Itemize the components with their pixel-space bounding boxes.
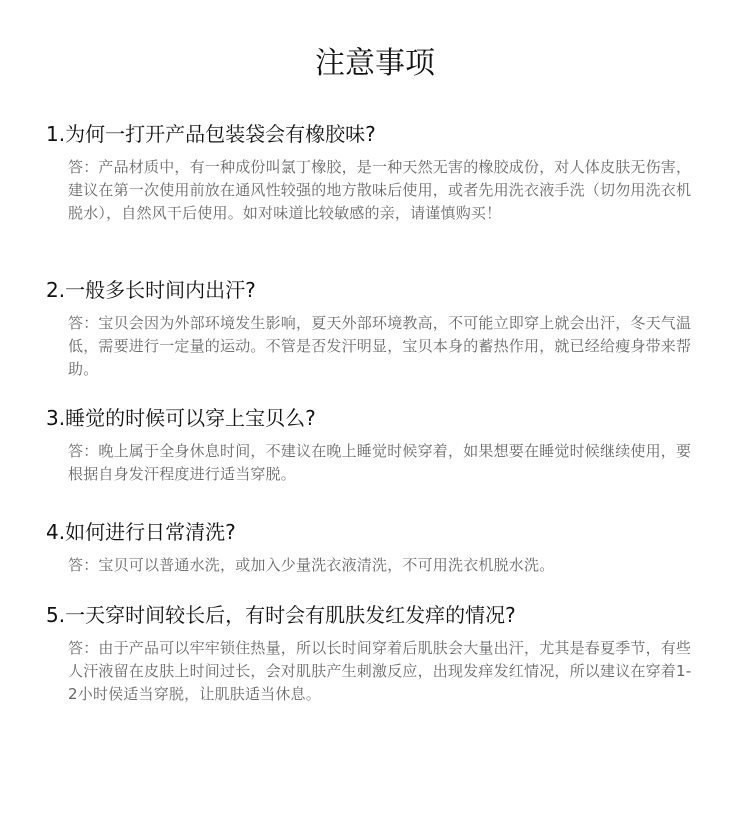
faq-item [46, 120, 716, 225]
faq-item [46, 276, 716, 381]
faq-answer: 答：产品材质中，有一种成份叫氯丁橡胶，是一种天然无害的橡胶成份，对人体皮肤无伤害，建议在第一次使用前放在通风性较强的地方散味后使用，或者先用洗衣液手洗（切勿用洗衣机脱水），自然风干后使用。如对味道比较敏感的亲，请谨慎购买！ [68, 158, 692, 222]
faq-question: 1.为何一打开产品包装袋会有橡胶味? [46, 122, 376, 146]
faq-item [46, 518, 716, 577]
faq-answer: 答：由于产品可以牢牢锁住热量，所以长时间穿着后肌肤会大量出汗，尤其是春夏季节，有些人汗液留在皮肤上时间过长，会对肌肤产生刺激反应，出现发痒发红情况，所以建议在穿着1-2小时侯适当穿脱，让肌肤适当休息。 [68, 639, 692, 703]
faq-item [46, 404, 716, 486]
faq-question: 4.如何进行日常清洗? [46, 520, 236, 544]
faq-answer: 答：晚上属于全身休息时间，不建议在晚上睡觉时候穿着，如果想要在睡觉时候继续使用，要根据自身发汗程度进行适当穿脱。 [68, 442, 692, 483]
faq-question: 3.睡觉的时候可以穿上宝贝么? [46, 406, 316, 430]
faq-question: 5.一天穿时间较长后，有时会有肌肤发红发痒的情况? [46, 603, 516, 627]
faq-item [46, 601, 716, 706]
page-title: 注意事项 [315, 46, 435, 81]
faq-answer: 答：宝贝会因为外部环境发生影响，夏天外部环境教高，不可能立即穿上就会出汗，冬天气温低，需要进行一定量的运动。不管是否发汗明显，宝贝本身的蓄热作用，就已经给瘦身带来帮助。 [68, 314, 692, 378]
faq-question: 2.一般多长时间内出汗? [46, 278, 256, 302]
faq-answer: 答：宝贝可以普通水洗，或加入少量洗衣液清洗，不可用洗衣机脱水洗。 [68, 556, 555, 574]
